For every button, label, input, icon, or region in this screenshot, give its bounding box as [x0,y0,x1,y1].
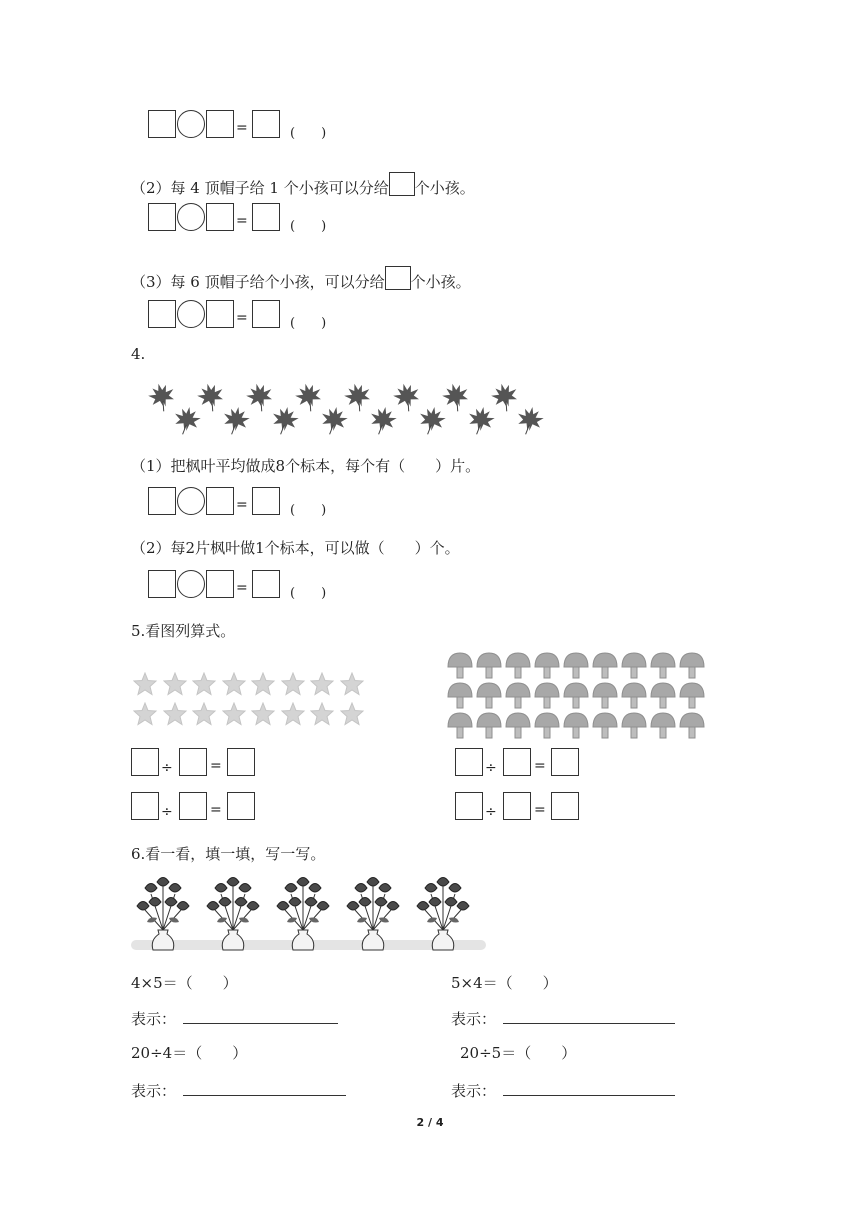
star-icon [251,702,277,728]
equals-sign: = [534,758,546,774]
answer-box[interactable] [206,110,234,138]
star-icon [310,702,336,728]
operator-circle[interactable] [177,487,205,515]
mushroom-icon [650,682,676,710]
unit-parentheses[interactable]: ( ) [290,126,327,141]
star-icon [251,672,277,698]
mushroom-icon [650,712,676,740]
q6-answer-line-2[interactable] [503,1023,675,1024]
mushroom-icon [563,682,589,710]
mushroom-icon [621,712,647,740]
flower-vase-icon [341,874,405,954]
star-icon [163,702,189,728]
q3-item3-before: （3）每 6 顶帽子给个小孩，可以分给 [131,273,385,291]
answer-box[interactable] [131,792,159,820]
answer-box[interactable] [206,487,234,515]
equals-sign: = [236,213,248,229]
answer-box[interactable] [389,172,415,196]
unit-parentheses[interactable]: ( ) [290,219,327,234]
unit-parentheses[interactable]: ( ) [290,503,327,518]
answer-box[interactable] [252,487,280,515]
q6-meaning-label-1: 表示： [131,1010,177,1028]
q4-item1-text: （1）把枫叶平均做成8个标本，每个有（ ）片。 [131,457,481,475]
q3-equation-3 [148,300,388,332]
mushroom-icon [505,652,531,680]
mushroom-icon [534,652,560,680]
star-icon [340,672,366,698]
divide-sign: ÷ [161,760,173,776]
mushroom-icon [592,682,618,710]
unit-parentheses[interactable]: ( ) [290,316,327,331]
q6-eq3: 20÷4＝（ ） [131,1044,248,1062]
star-icon [281,702,307,728]
q6-meaning-label-4: 表示： [451,1082,497,1100]
equals-sign: = [210,802,222,818]
q5-right-division-1 [455,748,595,782]
mushroom-icon [476,712,502,740]
answer-box[interactable] [551,748,579,776]
answer-box[interactable] [503,748,531,776]
answer-box[interactable] [227,792,255,820]
q6-eq4: 20÷5＝（ ） [460,1044,577,1062]
mushroom-icon [563,652,589,680]
answer-box[interactable] [252,110,280,138]
q3-item3-after: 个小孩。 [410,273,471,291]
q3-equation-1 [148,110,388,142]
mushroom-icon [476,652,502,680]
q5-left-division-1 [131,748,271,782]
answer-box[interactable] [148,203,176,231]
equals-sign: = [236,497,248,513]
q6-eq2: 5×4＝（ ） [451,974,558,992]
q3-item2-text [131,172,475,198]
mushroom-icon [447,652,473,680]
q4-item2-text: （2）每2片枫叶做1个标本，可以做（ ）个。 [131,539,460,557]
star-icon [222,672,248,698]
flower-vase-icon [271,874,335,954]
mushroom-icon [621,682,647,710]
q3-item2-before: （2）每 4 顶帽子给 1 个小孩可以分给 [131,179,389,197]
operator-circle[interactable] [177,110,205,138]
answer-box[interactable] [206,300,234,328]
maple-leaf-row [148,380,558,442]
unit-parentheses[interactable]: ( ) [290,586,327,601]
flower-vase-icon [201,874,265,954]
q3-item3-text [131,266,471,292]
mushroom-icon [534,712,560,740]
answer-box[interactable] [455,748,483,776]
equals-sign: = [210,758,222,774]
q4-number: 4. [131,345,146,363]
answer-box[interactable] [148,570,176,598]
answer-box[interactable] [148,487,176,515]
mushroom-icon [563,712,589,740]
mushroom-group [447,652,712,742]
equals-sign: = [236,310,248,326]
star-icon [133,672,159,698]
mushroom-icon [679,652,705,680]
equals-sign: = [236,120,248,136]
star-icon [192,702,218,728]
q5-left-division-2 [131,792,271,826]
divide-sign: ÷ [485,804,497,820]
star-icon [340,702,366,728]
equals-sign: = [534,802,546,818]
equals-sign: = [236,580,248,596]
mushroom-icon [621,652,647,680]
divide-sign: ÷ [161,804,173,820]
mushroom-icon [592,652,618,680]
mushroom-icon [650,652,676,680]
maple-leaf-icon [513,404,548,439]
mushroom-icon [447,682,473,710]
answer-box[interactable] [131,748,159,776]
q3-item2-after: 个小孩。 [414,179,475,197]
mushroom-icon [447,712,473,740]
answer-box[interactable] [252,203,280,231]
answer-box[interactable] [227,748,255,776]
flower-vase-icon [411,874,475,954]
answer-box[interactable] [252,570,280,598]
answer-box[interactable] [206,570,234,598]
mushroom-icon [505,712,531,740]
mushroom-icon [679,682,705,710]
answer-box[interactable] [503,792,531,820]
star-icon [163,672,189,698]
mushroom-icon [534,682,560,710]
star-group [133,672,378,734]
q6-meaning-label-3: 表示： [131,1082,177,1100]
star-icon [133,702,159,728]
star-icon [222,702,248,728]
mushroom-icon [679,712,705,740]
q4-equation-1 [148,487,388,519]
mushroom-icon [592,712,618,740]
page-number: 2 / 4 [416,1116,444,1129]
q6-meaning-label-2: 表示： [451,1010,497,1028]
q5-title: 5.看图列算式。 [131,622,236,640]
answer-box[interactable] [148,110,176,138]
q3-equation-2 [148,203,388,235]
answer-box[interactable] [206,203,234,231]
operator-circle[interactable] [177,203,205,231]
answer-box[interactable] [148,300,176,328]
mushroom-icon [505,682,531,710]
answer-box[interactable] [385,266,411,290]
star-icon [310,672,336,698]
q6-answer-line-3[interactable] [183,1095,346,1096]
q6-answer-line-1[interactable] [183,1023,338,1024]
mushroom-icon [476,682,502,710]
q5-right-division-2 [455,792,595,826]
operator-circle[interactable] [177,300,205,328]
flower-vase-icon [131,874,195,954]
star-icon [281,672,307,698]
divide-sign: ÷ [485,760,497,776]
star-icon [192,672,218,698]
answer-box[interactable] [179,748,207,776]
q4-equation-2 [148,570,388,602]
answer-box[interactable] [252,300,280,328]
answer-box[interactable] [179,792,207,820]
q6-answer-line-4[interactable] [503,1095,675,1096]
answer-box[interactable] [455,792,483,820]
q6-eq1: 4×5＝（ ） [131,974,238,992]
operator-circle[interactable] [177,570,205,598]
answer-box[interactable] [551,792,579,820]
flower-vase-row [131,874,486,956]
q6-title: 6.看一看，填一填，写一写。 [131,845,326,863]
